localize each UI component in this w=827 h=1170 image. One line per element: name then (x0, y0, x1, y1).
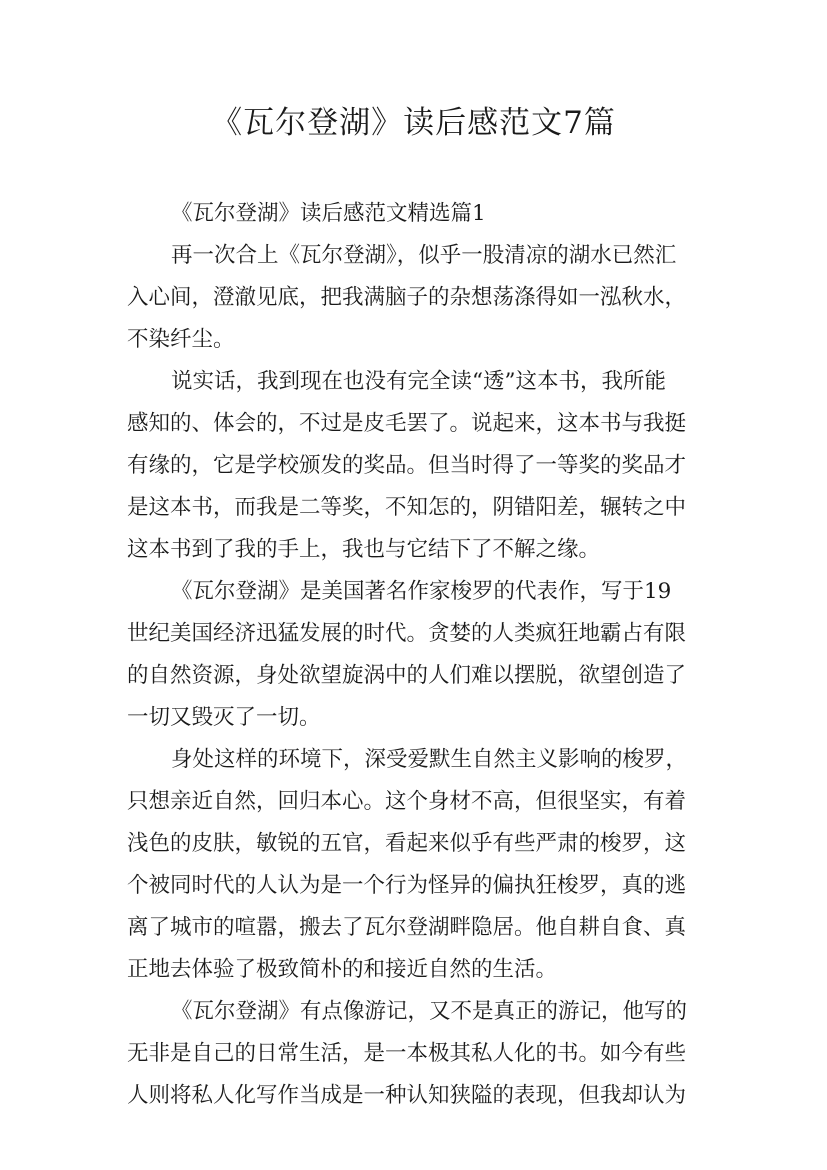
paragraph-line: 无非是自己的日常生活，是一本极其私人化的书。如今有些 (127, 1041, 687, 1066)
paragraph-line: 《瓦尔登湖》是美国著名作家梭罗的代表作，写于19 (171, 579, 672, 604)
paragraph-line: 个被同时代的人认为是一个行为怪异的偏执狂梭罗，真的逃 (127, 873, 687, 898)
paragraph-line: 是这本书，而我是二等奖，不知怎的，阴错阳差，辗转之中 (127, 495, 687, 520)
paragraph-line: 有缘的，它是学校颁发的奖品。但当时得了一等奖的奖品才 (127, 453, 687, 478)
paragraph-line: 感知的、体会的，不过是皮毛罢了。说起来，这本书与我挺 (127, 411, 687, 436)
paragraph-line: 人则将私人化写作当成是一种认知狭隘的表现，但我却认为 (127, 1083, 687, 1108)
paragraph-line: 浅色的皮肤，敏锐的五官，看起来似乎有些严肃的梭罗，这 (127, 831, 687, 856)
paragraph-line: 不染纤尘。 (127, 327, 235, 352)
paragraph-line: 一切又毁灭了一切。 (127, 705, 321, 730)
paragraph-line: 的自然资源，身处欲望旋涡中的人们难以摆脱，欲望创造了 (127, 663, 687, 688)
paragraph-line: 身处这样的环境下，深受爱默生自然主义影响的梭罗， (171, 747, 688, 772)
paragraph-line: 离了城市的喧嚣，搬去了瓦尔登湖畔隐居。他自耕自食、真 (127, 915, 687, 940)
paragraph-line: 世纪美国经济迅猛发展的时代。贪婪的人类疯狂地霸占有限 (127, 621, 687, 646)
paragraph-line: 说实话，我到现在也没有完全读“透”这本书，我所能 (171, 369, 666, 394)
section-heading: 《瓦尔登湖》读后感范文精选篇1 (171, 201, 486, 226)
paragraph-line: 正地去体验了极致简朴的和接近自然的生活。 (127, 957, 558, 982)
paragraph-line: 这本书到了我的手上，我也与它结下了不解之缘。 (127, 537, 601, 562)
paragraph-line: 再一次合上《瓦尔登湖》，似乎一股清凉的湖水已然汇 (171, 243, 677, 268)
document-title: 《瓦尔登湖》读后感范文7篇 (211, 105, 616, 141)
paragraph-line: 入心间，澄澈见底，把我满脑子的杂想荡涤得如一泓秋水， (127, 285, 687, 310)
paragraph-line: 《瓦尔登湖》有点像游记，又不是真正的游记，他写的 (171, 999, 688, 1024)
paragraph-line: 只想亲近自然，回归本心。这个身材不高，但很坚实，有着 (127, 789, 687, 814)
